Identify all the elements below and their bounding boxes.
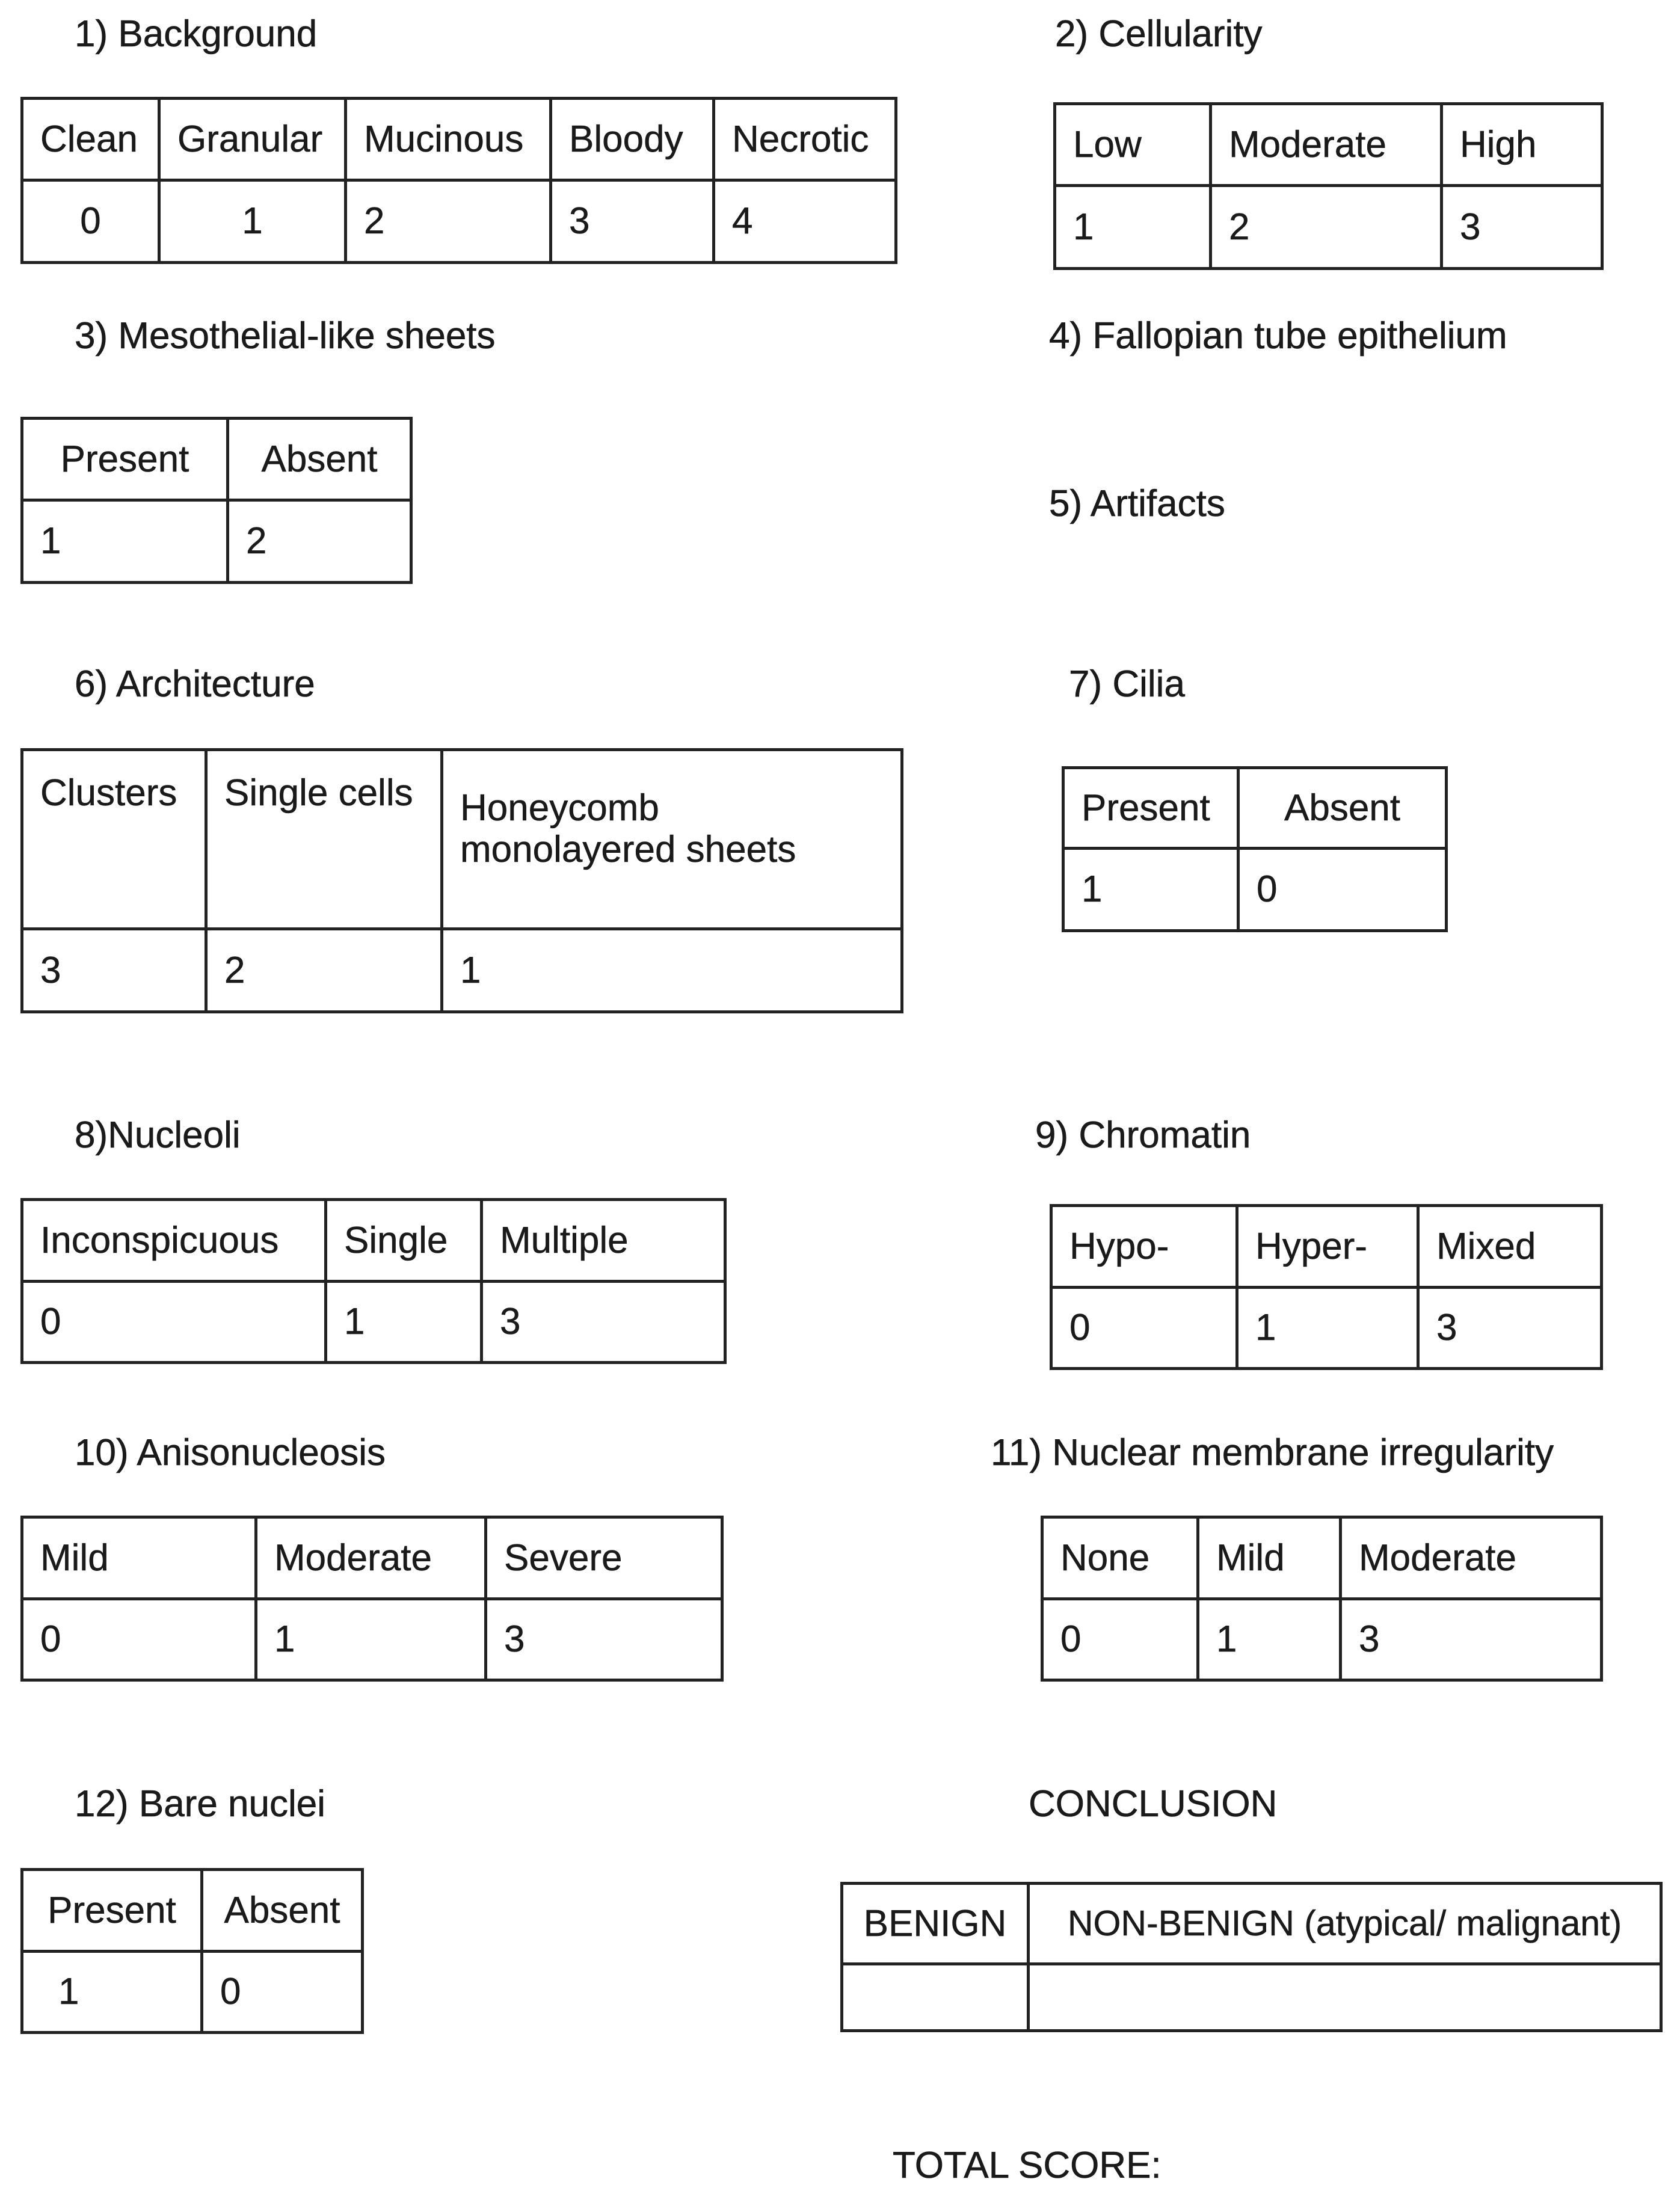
membrane-header-none: None [1042,1517,1198,1599]
background-score-necrotic: 4 [714,180,896,263]
cellularity-table [1053,102,1604,270]
background-header-clean: Clean [22,99,159,180]
membrane-score-none: 0 [1042,1599,1198,1680]
nucleoli-table [20,1198,727,1364]
conclusion-title: CONCLUSION [1029,1783,1278,1825]
chromatin-header-hypo: Hypo- [1051,1206,1237,1288]
conclusion-benign-cell[interactable] [842,1964,1029,2031]
cilia-score-absent: 0 [1238,849,1447,931]
nucleoli-score-inconspicuous: 0 [22,1282,326,1363]
section-title-fallopian: 4) Fallopian tube epithelium [1049,315,1507,357]
bare-nuclei-header-present: Present [22,1870,202,1952]
anisonucleosis-score-severe: 3 [486,1599,722,1680]
background-table [20,97,897,264]
architecture-score-clusters: 3 [22,929,206,1012]
architecture-score-single-cells: 2 [206,929,442,1012]
membrane-header-moderate: Moderate [1341,1517,1602,1599]
cellularity-score-moderate: 2 [1211,186,1442,269]
architecture-score-honeycomb: 1 [442,929,902,1012]
section-title-architecture: 6) Architecture [75,663,315,705]
chromatin-score-mixed: 3 [1418,1288,1602,1369]
background-header-necrotic: Necrotic [714,99,896,180]
section-title-artifacts: 5) Artifacts [1049,483,1225,524]
background-score-granular: 1 [159,180,346,263]
background-score-mucinous: 2 [346,180,551,263]
chromatin-table [1050,1204,1603,1370]
section-title-bare-nuclei: 12) Bare nuclei [75,1783,326,1825]
architecture-header-honeycomb: Honeycomb monolayered sheets [442,750,902,929]
total-score-label: TOTAL SCORE: [893,2145,1162,2186]
conclusion-table [840,1882,1663,2032]
cilia-header-present: Present [1063,768,1238,849]
nucleoli-header-multiple: Multiple [482,1200,725,1282]
mesothelial-score-absent: 2 [228,500,411,583]
section-title-background: 1) Background [75,13,318,55]
membrane-score-moderate: 3 [1341,1599,1602,1680]
cilia-table [1062,766,1448,932]
nucleoli-header-inconspicuous: Inconspicuous [22,1200,326,1282]
architecture-header-clusters: Clusters [22,750,206,929]
background-header-granular: Granular [159,99,346,180]
bare-nuclei-score-absent: 0 [202,1952,363,2033]
background-score-bloody: 3 [551,180,714,263]
chromatin-score-hyper: 1 [1237,1288,1418,1369]
nucleoli-score-multiple: 3 [482,1282,725,1363]
conclusion-non-benign-cell[interactable] [1029,1964,1661,2031]
mesothelial-score-present: 1 [22,500,228,583]
section-title-membrane: 11) Nuclear membrane irregularity [991,1432,1554,1473]
bare-nuclei-header-absent: Absent [202,1870,363,1952]
background-header-bloody: Bloody [551,99,714,180]
anisonucleosis-header-moderate: Moderate [256,1517,486,1599]
conclusion-header-non-benign: NON-BENIGN (atypical/ malignant) [1029,1884,1661,1964]
anisonucleosis-score-moderate: 1 [256,1599,486,1680]
background-score-clean: 0 [22,180,159,263]
cellularity-header-moderate: Moderate [1211,104,1442,186]
membrane-header-mild: Mild [1198,1517,1341,1599]
nucleoli-header-single: Single [326,1200,482,1282]
bare-nuclei-score-present: 1 [22,1952,202,2033]
membrane-table [1041,1516,1603,1682]
anisonucleosis-header-severe: Severe [486,1517,722,1599]
section-title-cilia: 7) Cilia [1069,663,1185,705]
anisonucleosis-header-mild: Mild [22,1517,256,1599]
mesothelial-table [20,417,413,584]
cellularity-score-low: 1 [1055,186,1211,269]
chromatin-header-mixed: Mixed [1418,1206,1602,1288]
conclusion-header-benign: BENIGN [842,1884,1029,1964]
anisonucleosis-score-mild: 0 [22,1599,256,1680]
architecture-header-single-cells: Single cells [206,750,442,929]
section-title-chromatin: 9) Chromatin [1035,1114,1251,1156]
cellularity-header-high: High [1442,104,1602,186]
architecture-table [20,748,903,1013]
membrane-score-mild: 1 [1198,1599,1341,1680]
cilia-header-absent: Absent [1238,768,1447,849]
bare-nuclei-table [20,1868,364,2034]
cellularity-header-low: Low [1055,104,1211,186]
section-title-nucleoli: 8)Nucleoli [75,1114,241,1156]
nucleoli-score-single: 1 [326,1282,482,1363]
background-header-mucinous: Mucinous [346,99,551,180]
chromatin-score-hypo: 0 [1051,1288,1237,1369]
section-title-anisonucleosis: 10) Anisonucleosis [75,1432,386,1473]
section-title-mesothelial: 3) Mesothelial-like sheets [75,315,496,357]
anisonucleosis-table [20,1516,724,1682]
mesothelial-header-absent: Absent [228,419,411,500]
cilia-score-present: 1 [1063,849,1238,931]
section-title-cellularity: 2) Cellularity [1055,13,1263,55]
mesothelial-header-present: Present [22,419,228,500]
chromatin-header-hyper: Hyper- [1237,1206,1418,1288]
cellularity-score-high: 3 [1442,186,1602,269]
